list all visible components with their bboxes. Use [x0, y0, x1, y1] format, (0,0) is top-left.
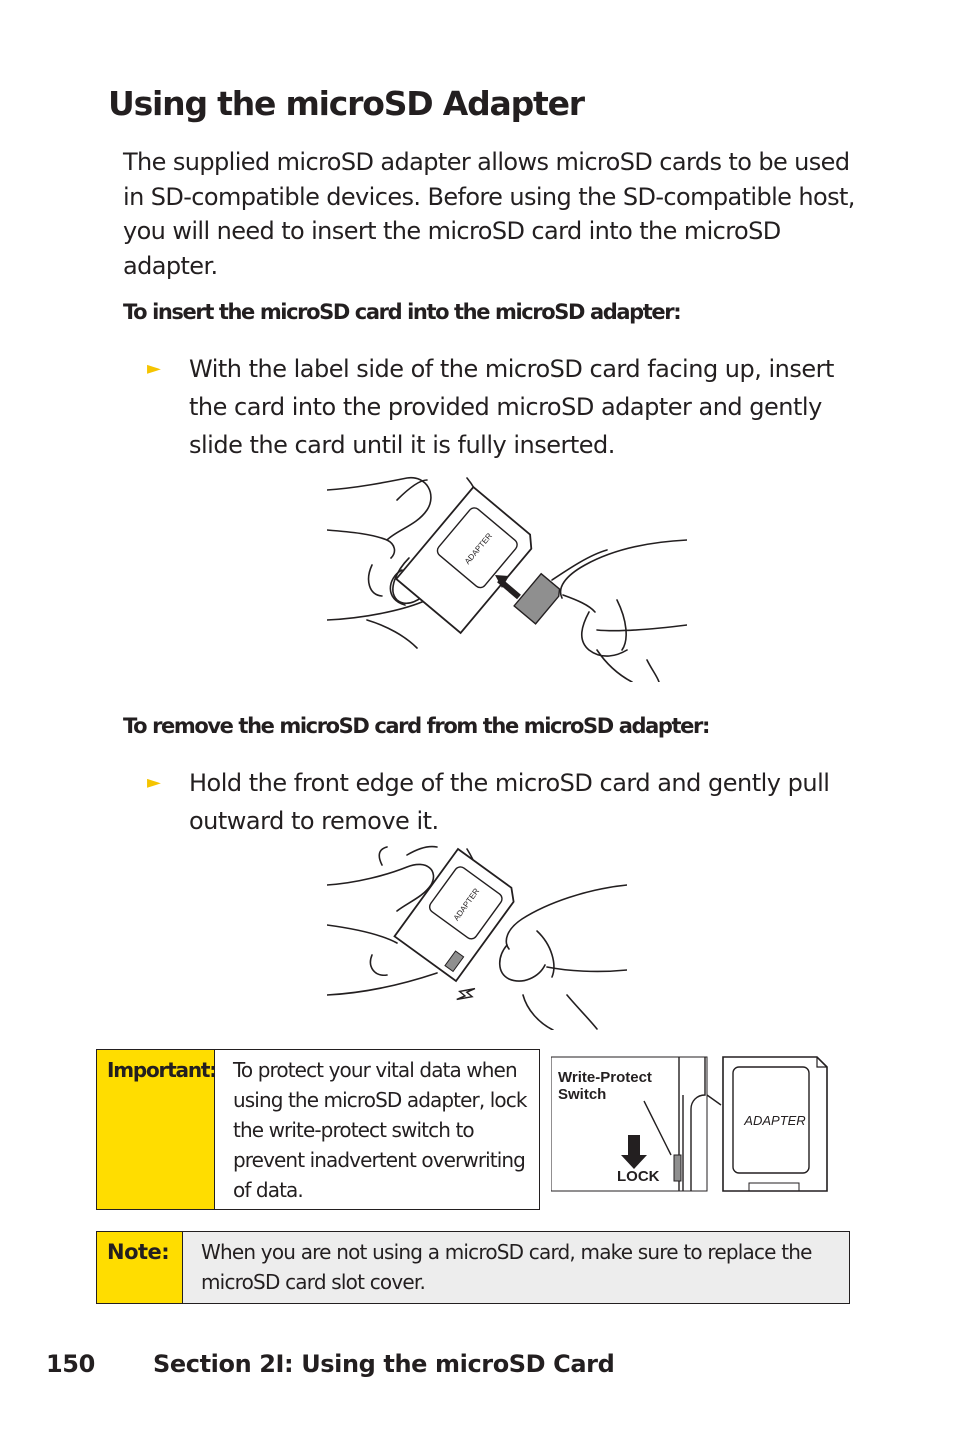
insert-card-illustration: [327, 470, 687, 682]
intro-paragraph: The supplied microSD adapter allows microSD cards to be used in SD-compatible devices. Before using the SD-compatible host, you will need to insert the microSD card into the microSD adapter.: [123, 148, 855, 280]
page-title: Using the microSD Adapter: [108, 84, 584, 123]
lock-label: LOCK: [617, 1168, 660, 1185]
note-label-panel: [97, 1232, 183, 1303]
remove-subheading: To remove the microSD card from the microSD adapter:: [123, 714, 709, 738]
footer-section-title: Section 2I: Using the microSD Card: [153, 1350, 615, 1378]
switch-label: Switch: [558, 1086, 607, 1103]
insert-subheading: To insert the microSD card into the microSD adapter:: [123, 300, 681, 324]
adapter-label: ADAPTER: [744, 1113, 806, 1128]
note-callout: [96, 1231, 850, 1304]
important-label-panel: [97, 1050, 215, 1209]
important-label: Important:: [107, 1058, 217, 1082]
write-protect-switch-illustration: [551, 1055, 831, 1193]
bullet-arrow-icon: ►: [147, 358, 161, 379]
adapter-label: ADAPTER: [462, 531, 495, 567]
note-label: Note:: [107, 1240, 170, 1264]
insert-step: [147, 350, 867, 465]
remove-card-illustration: [327, 845, 627, 1030]
important-callout: [96, 1049, 540, 1210]
write-protect-label: Write-Protect: [558, 1069, 652, 1086]
note-text: When you are not using a microSD card, make sure to replace the microSD card slot cover.: [201, 1240, 812, 1294]
page-number: 150: [46, 1350, 95, 1378]
bullet-arrow-icon: ►: [147, 772, 161, 793]
remove-step: [147, 764, 867, 842]
remove-step-text: Hold the front edge of the microSD card and gently pull outward to remove it.: [189, 769, 830, 835]
adapter-label: ADAPTER: [451, 886, 482, 923]
important-text: To protect your vital data when using the microSD adapter, lock the write-protect switch to prevent inadvertent overwriting of data.: [233, 1058, 527, 1202]
insert-step-text: With the label side of the microSD card facing up, insert the card into the provided microSD adapter and gently slide the card until it is fully inserted.: [189, 355, 834, 459]
